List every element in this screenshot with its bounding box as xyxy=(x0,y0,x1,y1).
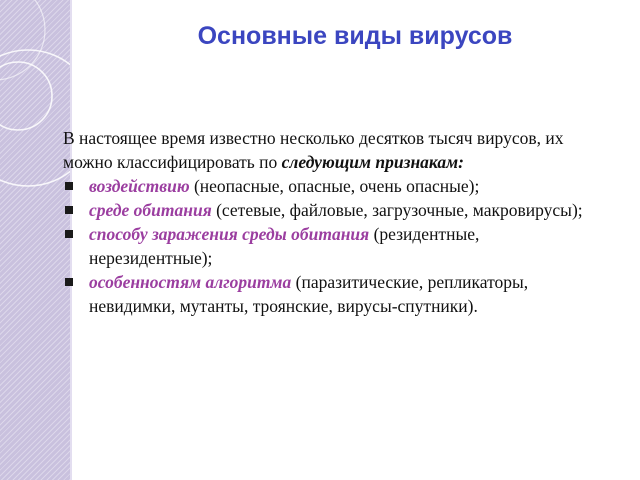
square-bullet-icon xyxy=(65,182,73,190)
criteria-item-algorithm xyxy=(63,270,603,318)
decorative-side-panel xyxy=(0,0,70,480)
criteria-term: среде обитания xyxy=(89,200,212,220)
square-bullet-icon xyxy=(65,278,73,286)
slide-content xyxy=(63,126,603,318)
decorative-circles xyxy=(0,0,70,480)
criteria-item-impact xyxy=(63,174,603,198)
criteria-term: воздействию xyxy=(89,176,190,196)
slide-title: Основные виды вирусов xyxy=(197,22,513,50)
criteria-term: особенностям алгоритма xyxy=(89,272,292,292)
intro-paragraph xyxy=(63,126,603,174)
decorative-circle-1 xyxy=(0,50,70,186)
criteria-list xyxy=(63,174,603,318)
decorative-circle-2 xyxy=(0,62,52,130)
criteria-item-environment xyxy=(63,198,603,222)
square-bullet-icon xyxy=(65,206,73,214)
criteria-item-infection-method xyxy=(63,222,603,270)
criteria-desc: (резидентные, нерезидентные); xyxy=(89,224,480,268)
intro-text: В настоящее время известно несколько десятков тысяч вирусов, их можно классифицировать по xyxy=(63,128,564,172)
criteria-term: способу заражения среды обитания xyxy=(89,224,370,244)
criteria-desc: (паразитические, репликаторы, невидимки, мутанты, троянские, вирусы-спутники). xyxy=(89,272,529,316)
intro-emphasis: следующим признакам: xyxy=(281,152,464,172)
criteria-desc: (неопасные, опасные, очень опасные); xyxy=(189,176,480,196)
square-bullet-icon xyxy=(65,230,73,238)
criteria-desc: (сетевые, файловые, загрузочные, макровирусы); xyxy=(211,200,583,220)
